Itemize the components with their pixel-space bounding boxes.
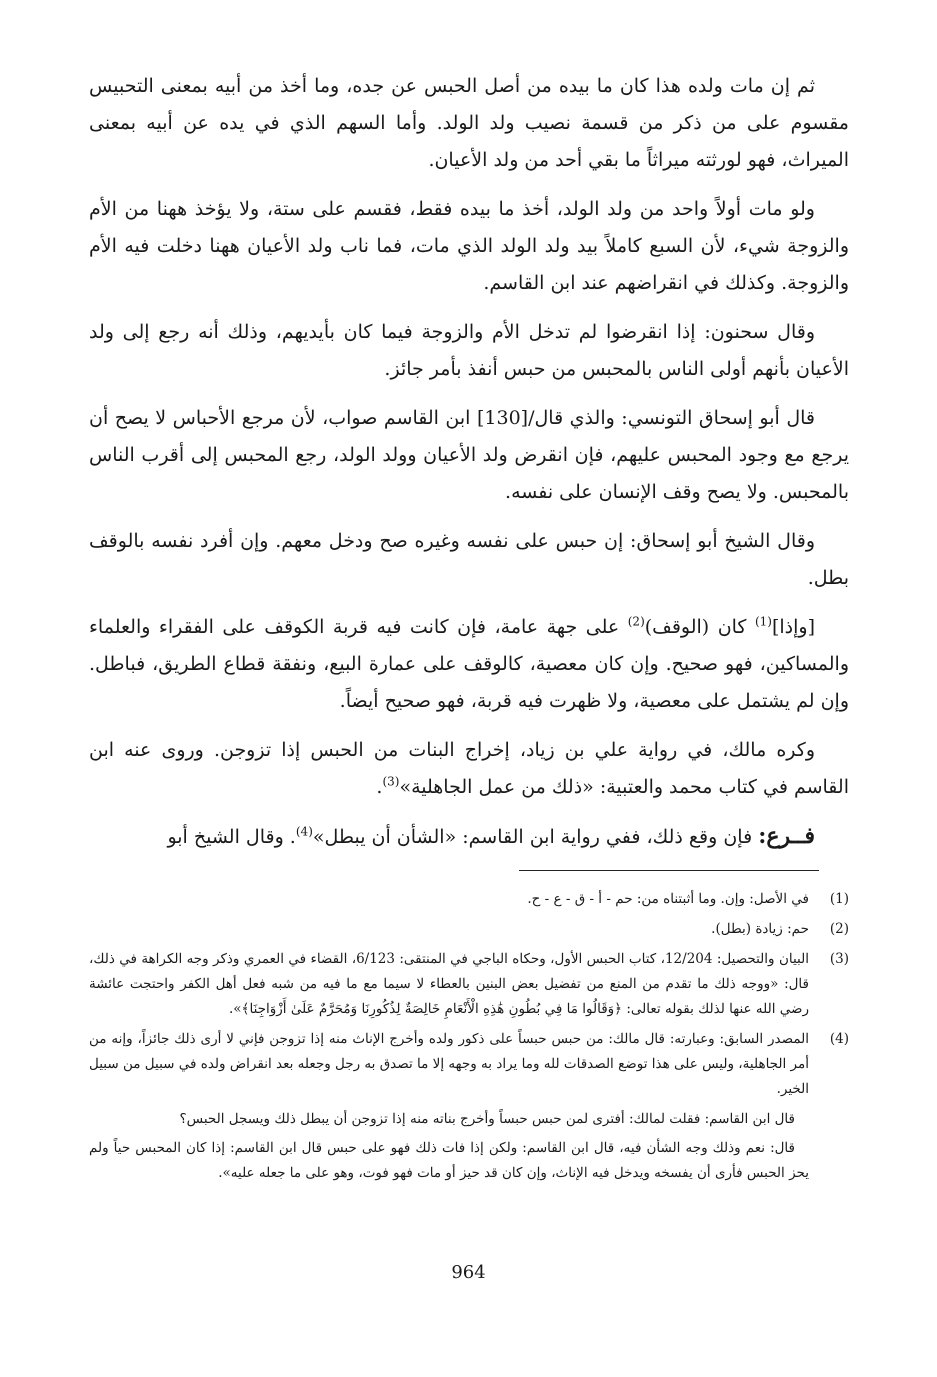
footnotes <box>89 887 849 1186</box>
paragraph-malik <box>89 732 849 806</box>
footnote-ref[interactable]: (3) <box>382 774 400 789</box>
footnote-ref[interactable]: (2) <box>627 614 645 629</box>
footnote <box>89 947 849 1022</box>
footnote-ref[interactable]: (1) <box>754 614 772 629</box>
footnote-text: المصدر السابق: وعبارته: قال مالك: من حبس حبساً على ذكور ولده وأخرج الإناث منه إذا تزوجن فإني لا أرى ذلك جائزاً، وإنه من أمر الجاهلية، وليس على هذا توضع الصدقات لله وما يراد به وجهه إلا ما تصدق به رجل وجعله بعد انقراض ولده في سبيل من سبيل الخير. <box>89 1031 809 1097</box>
footnote-number: (4) <box>829 1031 849 1047</box>
page-number: 964 <box>451 1262 486 1283</box>
paragraph-far <box>89 818 849 856</box>
paragraph-waqf <box>89 609 849 720</box>
footnote-text: البيان والتحصيل: 12/204، كتاب الحبس الأول، وحكاه الباجي في المنتقى: 6/123، القضاء في العمري وذكر وجه الكراهة في ذلك، قال: «ووجه ذلك ما تقدم من المنع من تفضيل بعض البنين بالعطاء لا سيما مع ما فيه من شبه فعل أهل الكفر واحتجت عائشة رضي الله عنها لذلك بقوله تعالى: ﴿وَقَالُوا مَا فِي بُطُونِ هَٰذِهِ الْأَنْعَامِ خَالِصَةٌ لِذُكُورِنَا وَمُحَرَّمٌ عَلَىٰ أَزْوَاجِنَا﴾». <box>89 951 809 1017</box>
footnote-continuation: قال: نعم وذلك وجه الشأن فيه، قال ابن القاسم: ولكن إذا فات ذلك فهو على حبس قال ابن القاسم: إذا كان المحبس حياً ولم يحز الحبس فأرى أن يفسخه ويدخل فيه الإناث، وإن كان قد حيز أو مات فهو فوت، وهو على ما جعله عليه». <box>89 1140 809 1181</box>
text-segment: وكره مالك، في رواية علي بن زياد، إخراج البنات من الحبس إذا تزوجن. وروى عنه ابن القاسم في كتاب محمد والعتبية: «ذلك من عمل الجاهلية» <box>89 739 849 798</box>
paragraph: ثم إن مات ولده هذا كان ما بيده من أصل الحبس عن جده، وما أخذ من أبيه بمعنى التحبيس مقسوم على من ذكر من قسمة نصيب ولد الولد. وأما السهم الذي في يده عن أبيه بمعنى الميراث، فهو لورثته ميراثاً ما بقي أحد من ولد الأعيان. <box>89 75 849 171</box>
text-segment: على جهة عامة، فإن كانت فيه قربة الكوقف على الفقراء والعلماء والمساكين، فهو صحيح. وإن كان معصية، كالوقف على عمارة البيع، ونفقة قطاع الطريق، فباطل. وإن لم يشتمل على معصية، ولا ظهرت فيه قربة، فهو صحيح أيضاً. <box>89 616 849 712</box>
footnote-continuation: قال ابن القاسم: فقلت لمالك: أفترى لمن حبس حبساً وأخرج بناته منه إذا تزوجن أن يبطل ذلك ويسجل الحبس؟ <box>179 1111 795 1127</box>
footnote <box>89 1027 849 1102</box>
footnote-number: (3) <box>829 951 849 967</box>
paragraph: وقال الشيخ أبو إسحاق: إن حبس على نفسه وغيره صح ودخل معهم. وإن أفرد نفسه بالوقف بطل. <box>89 530 849 589</box>
paragraph: قال أبو إسحاق التونسي: والذي قال/[130] ابن القاسم صواب، لأن مرجع الأحباس لا يصح أن يرجع مع وجود المحبس عليهم، فإن انقرض ولد الأعيان وولد الولد، رجع المحبس إلى أقرب الناس بالمحبس. ولا يصح وقف الإنسان على نفسه. <box>89 407 849 503</box>
paragraph: وقال سحنون: إذا انقرضوا لم تدخل الأم والزوجة فيما كان بأيديهم، وذلك أنه رجع إلى ولد الأعيان بأنهم أولى الناس بالمحبس من حبس أنفذ بأمر جائز. <box>89 321 849 380</box>
text-segment: كان (الوقف) <box>644 616 755 638</box>
section-label: فــرع: <box>758 823 815 849</box>
footnote-text: حم: زيادة (بطل). <box>711 921 809 937</box>
footnote-text: في الأصل: وإن. وما أثبتناه من: حم - أ - ق - ع - ح. <box>527 891 809 907</box>
text-segment: فإن وقع ذلك، ففي رواية ابن القاسم: «الشأن أن يبطل» <box>312 826 759 848</box>
paragraph: ولو مات أولاً واحد من ولد الولد، أخذ ما بيده فقط، فقسم على ستة، ولا يؤخذ ههنا من الأم والزوجة شيء، لأن السبع كاملاً بيد ولد الولد الذي مات، فما ناب ولد الأعيان ههنا دخلت فيه الأم والزوجة. وكذلك في انقراضهم عند ابن القاسم. <box>89 198 849 294</box>
page-body <box>89 68 849 1190</box>
text-segment: . وقال الشيخ أبو <box>167 826 296 848</box>
text-segment: . <box>376 776 383 798</box>
footnote <box>89 917 849 942</box>
footnote-number: (1) <box>829 891 849 907</box>
footnote-ref[interactable]: (4) <box>295 824 313 839</box>
footnote-divider <box>519 870 819 871</box>
footnote <box>89 887 849 912</box>
text-segment: [وإذا] <box>771 616 816 638</box>
footnote-number: (2) <box>829 921 849 937</box>
